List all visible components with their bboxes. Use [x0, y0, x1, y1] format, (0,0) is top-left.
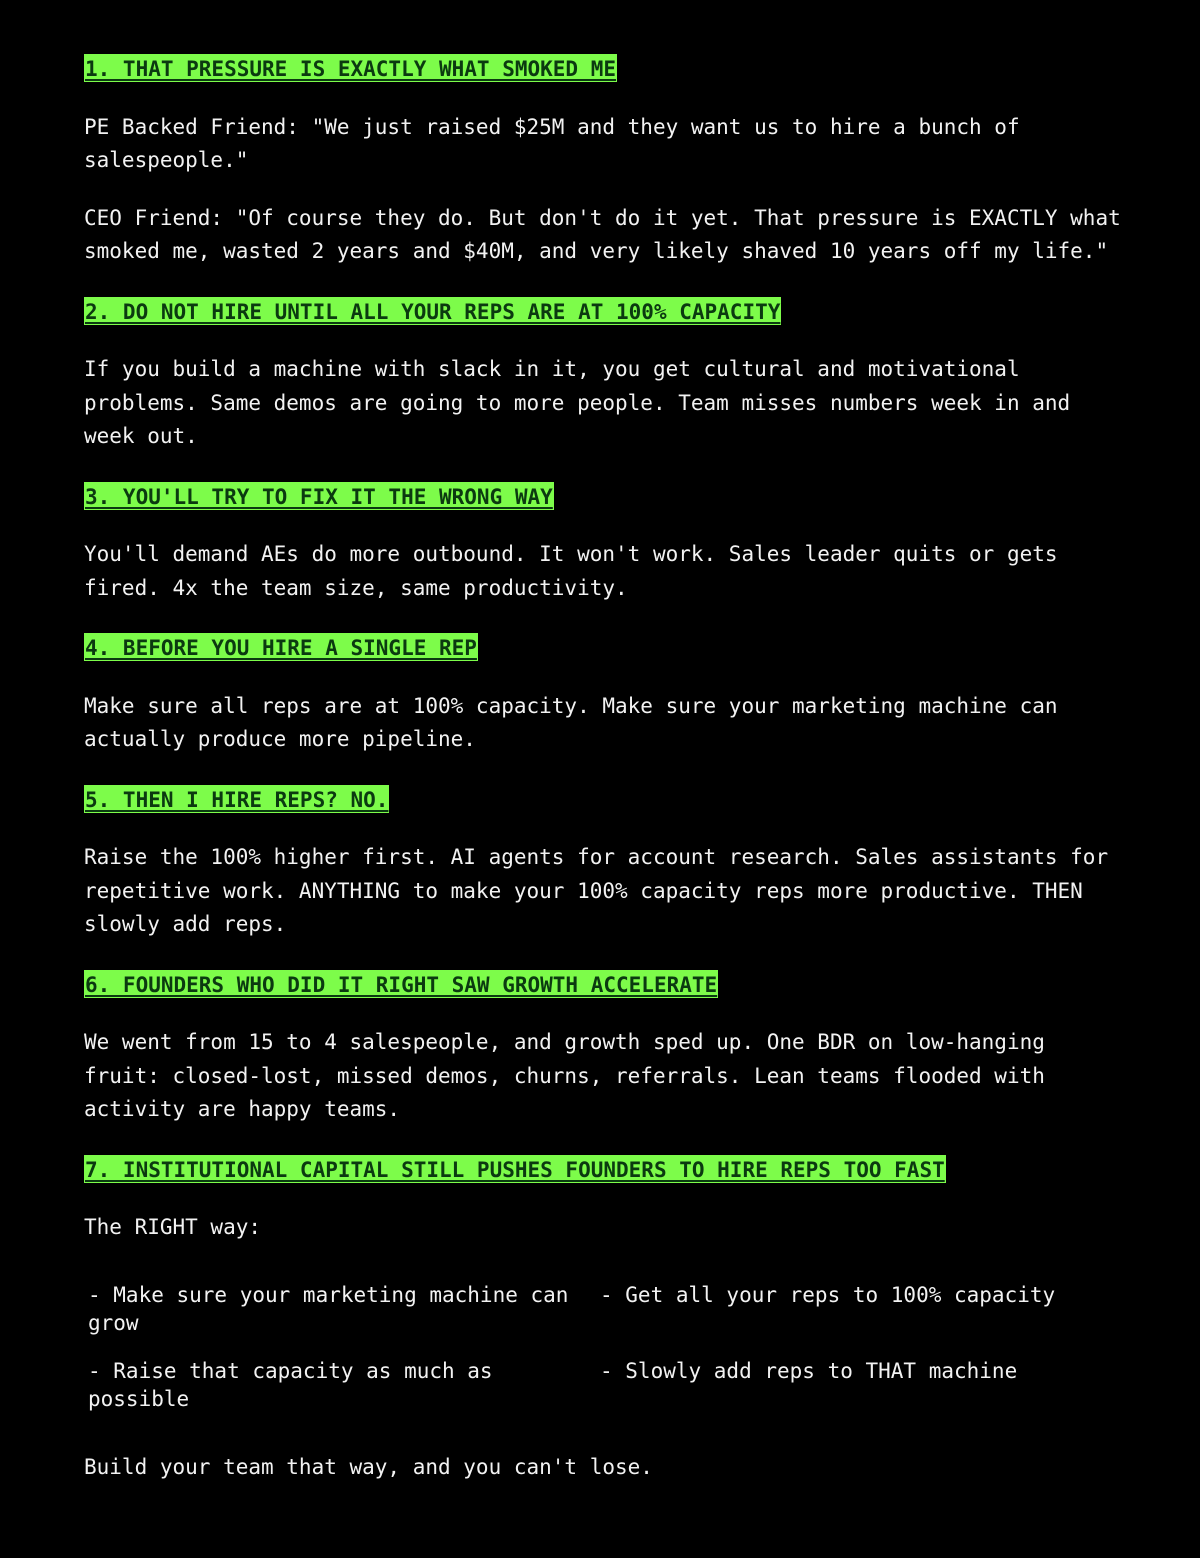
- list-item: - Make sure your marketing machine can grow: [88, 1282, 569, 1335]
- section-4: [84, 629, 1124, 781]
- section-heading: 3. YOU'LL TRY TO FIX IT THE WRONG WAY: [84, 482, 554, 510]
- section-paragraph: If you build a machine with slack in it, you get cultural and motivational problems. Same demos are going to more people. Team misses numbers week in and week out.: [84, 357, 1071, 448]
- document-body: [84, 50, 1124, 1484]
- section-heading: 4. BEFORE YOU HIRE A SINGLE REP: [84, 633, 478, 661]
- section-paragraph: PE Backed Friend: "We just raised $25M and they want us to hire a bunch of salespeople.": [84, 114, 1020, 172]
- section-heading: 6. FOUNDERS WHO DID IT RIGHT SAW GROWTH ACCELERATE: [84, 970, 718, 998]
- list-item: - Raise that capacity as much as possible: [88, 1358, 493, 1411]
- section-heading: 5. THEN I HIRE REPS? NO.: [84, 785, 389, 813]
- bullet-list: [88, 1281, 1124, 1413]
- section-5: [84, 781, 1124, 966]
- section-heading: 2. DO NOT HIRE UNTIL ALL YOUR REPS ARE AT 100% CAPACITY: [84, 297, 781, 325]
- section-heading: 7. INSTITUTIONAL CAPITAL STILL PUSHES FOUNDERS TO HIRE REPS TOO FAST: [84, 1155, 946, 1183]
- section-paragraph: The RIGHT way:: [84, 1215, 262, 1239]
- section-3: [84, 478, 1124, 630]
- list-item: - Get all your reps to 100% capacity: [600, 1282, 1056, 1307]
- section-paragraph: We went from 15 to 4 salespeople, and growth sped up. One BDR on low-hanging fruit: closed-lost, missed demos, churns, referrals. Lean teams flooded with activity are happy teams.: [84, 1030, 1045, 1121]
- section-paragraph: CEO Friend: "Of course they do. But don't do it yet. That pressure is EXACTLY what smoked me, wasted 2 years and $40M, and very likely shaved 10 years off my life.": [84, 205, 1121, 263]
- section-2: [84, 293, 1124, 478]
- closing-line: Build your team that way, and you can't lose.: [84, 1454, 653, 1479]
- section-paragraph: Raise the 100% higher first. AI agents for account research. Sales assistants for repetitive work. ANYTHING to make your 100% capacity reps more productive. THEN slowly add reps.: [84, 845, 1109, 936]
- section-7: [84, 1151, 1124, 1281]
- section-1: [84, 50, 1124, 293]
- section-paragraph: Make sure all reps are at 100% capacity. Make sure your marketing machine can actually produce more pipeline.: [84, 693, 1058, 751]
- section-heading: 1. THAT PRESSURE IS EXACTLY WHAT SMOKED ME: [84, 54, 617, 82]
- section-6: [84, 966, 1124, 1151]
- section-paragraph: You'll demand AEs do more outbound. It won't work. Sales leader quits or gets fired. 4x the team size, same productivity.: [84, 542, 1058, 600]
- list-item: - Slowly add reps to THAT machine: [600, 1358, 1018, 1383]
